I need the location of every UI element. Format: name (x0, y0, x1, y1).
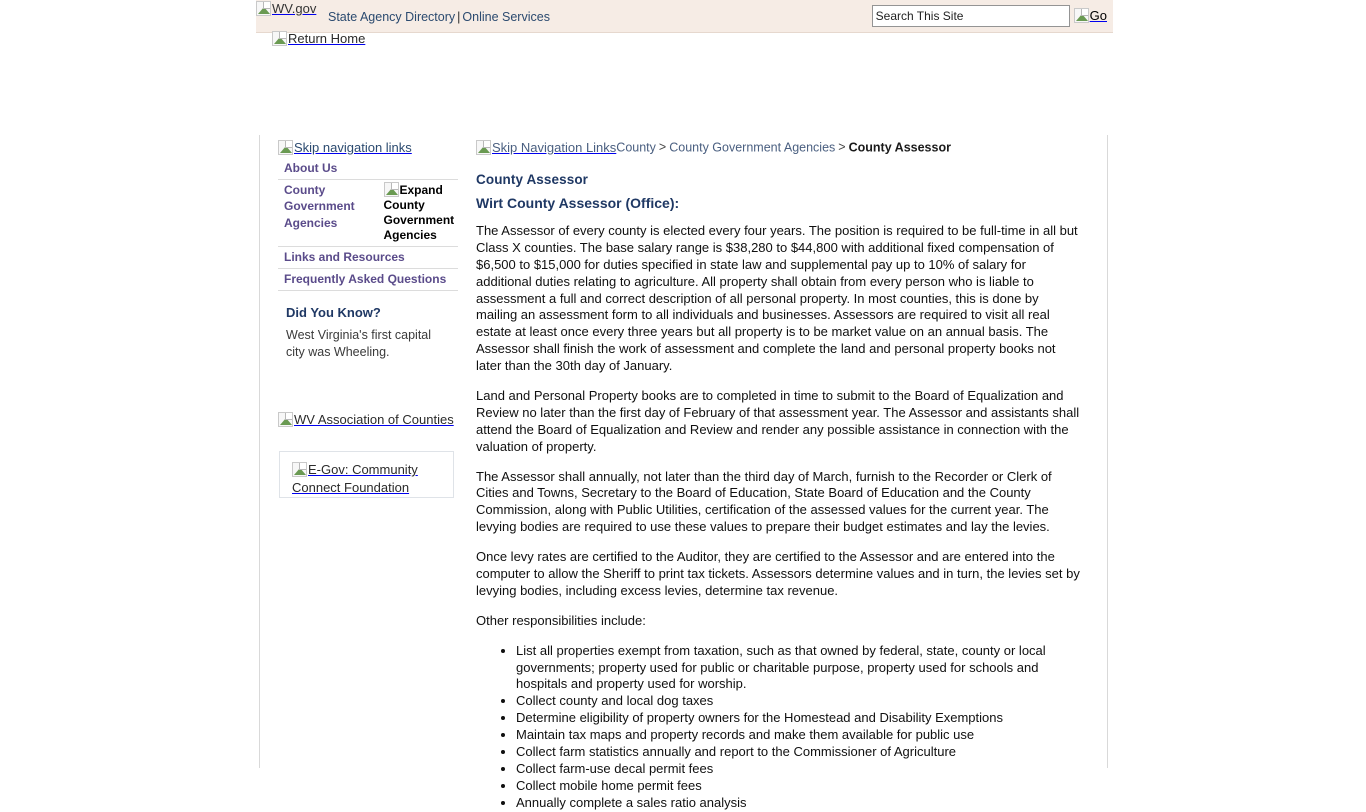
egov-promo-box (279, 451, 454, 498)
wv-association-of-counties-link[interactable] (278, 412, 454, 428)
egov-alt-text: E-Gov: Community Connect Foundation (292, 462, 418, 495)
body-paragraph-3: The Assessor shall annually, not later than the third day of March, furnish to the Recorder or Clerk of Cities and Towns, Secretary to the Board of Education, State Board of Education and the County Commission, along with Public Utilities, certification of the assessed values for the current year. The levying bodies are required to use these values to prepare their budget estimates and lay the levies. (476, 468, 1052, 535)
site-search (872, 5, 1107, 27)
responsibilities-list (476, 643, 1080, 812)
list-item: • Determine eligibility of property owners for the Homestead and Disability Exemptions (516, 710, 1080, 727)
other-responsibilities-intro: Other responsibilities include: (476, 612, 646, 628)
did-you-know-box (278, 305, 458, 361)
body-paragraph-1: The Assessor of every county is elected every four years. The position is required to be full-time in all but Class X counties. The base salary range is $38,280 to $44,800 with additional fixed compensation of $6,500 to $15,000 for duties specified in state law and supplemental pay up to 10% of salary for additional duties relating to agriculture. All property shall obtain from every person who is liable to assessment a full and correct description of all personal property. In most counties, this is done by mailing an assessment form to all individuals and businesses. Assessors are required to visit all real estate at least once every three years but all property is to be market value on an annual basis. The Assessor shall finish the work of assessment and complete the land and personal property books not later than the 30th day of January. (476, 222, 1078, 374)
state-agency-directory-link[interactable]: State Agency Directory (328, 10, 456, 24)
sidebar (278, 140, 458, 361)
body-paragraph-2: Land and Personal Property books are to completed in time to submit to the Board of Equalization and Review no later than the first day of February of that assessment year. The Assessor and assistants shall attend the Board of Equalization and Review and render any possible assistance in connection with the valuation of property. (476, 387, 1080, 454)
sidebar-item-about-us[interactable] (278, 158, 458, 180)
return-home-alt-text: Return Home (288, 31, 366, 46)
breadcrumb-item-county[interactable]: County (616, 140, 656, 155)
online-services-link[interactable]: Online Services (462, 10, 550, 24)
main-content (476, 140, 1080, 812)
list-item: • Maintain tax maps and property records and make them available for public use (516, 727, 1080, 744)
skip-navigation-links-breadcrumb[interactable] (476, 140, 616, 156)
return-home-link[interactable] (272, 31, 365, 47)
broken-image-icon (278, 412, 293, 427)
did-you-know-title: Did You Know? (286, 305, 381, 321)
breadcrumb-separator: > (838, 140, 846, 155)
sidebar-item-links-and-resources[interactable] (278, 247, 458, 269)
egov-community-connect-link[interactable] (292, 461, 447, 496)
expand-alt-text: Expand County Government Agencies (383, 183, 455, 242)
breadcrumb-item-current: County Assessor (848, 140, 951, 155)
did-you-know-text: West Virginia's first capital city was Wheeling. (286, 328, 432, 360)
page-subtitle: Wirt County Assessor (Office): (476, 194, 680, 211)
list-item: • Collect farm statistics annually and report to the Commissioner of Agriculture (516, 744, 1080, 761)
sidebar-item-county-government-agencies[interactable] (278, 180, 458, 247)
search-go-button[interactable] (1074, 8, 1107, 24)
list-item: • Collect mobile home permit fees (516, 778, 1080, 795)
skip-navigation-alt-text: Skip navigation links (294, 140, 412, 155)
list-item: • Annually complete a sales ratio analysis (516, 795, 1080, 812)
sidebar-item-label[interactable]: Frequently Asked Questions (284, 272, 447, 287)
breadcrumb-separator: > (658, 140, 667, 155)
breadcrumb (476, 140, 1080, 156)
expand-icon[interactable] (384, 182, 399, 197)
broken-image-icon (1074, 8, 1089, 23)
sidebar-item-link-cell (284, 182, 384, 231)
wvaco-alt-text: WV Association of Counties (294, 412, 454, 427)
skip-navigation-links[interactable] (278, 140, 458, 156)
expand-icon-wrapper[interactable] (384, 182, 459, 243)
page-title: County Assessor (476, 171, 589, 187)
broken-image-icon (256, 1, 271, 16)
wvgov-logo-alt-text: WV.gov (272, 1, 317, 16)
body-paragraph-4: Once levy rates are certified to the Auditor, they are certified to the Assessor and are entered into the computer to allow the Sheriff to print tax tickets. Assessors determine values and in turn, the levies set by levying bodies, including excess levies, determine tax revenue. (476, 549, 1080, 598)
top-utility-bar (256, 0, 1113, 33)
list-item: • Collect farm-use decal permit fees (516, 761, 1080, 778)
top-links-separator: | (457, 10, 461, 24)
top-nav-links (328, 10, 550, 24)
search-input[interactable] (872, 5, 1070, 27)
go-button-alt-text: Go (1089, 8, 1107, 24)
broken-image-icon (272, 31, 287, 46)
list-item: • Collect county and local dog taxes (516, 693, 1080, 710)
broken-image-icon (292, 462, 307, 477)
sidebar-item-label[interactable]: Links and Resources (284, 249, 405, 264)
list-item: • List all properties exempt from taxation, such as that owned by federal, state, county or local governments; property used for public or charitable purpose, property used for schools and hospitals and property used for worship. (516, 643, 1080, 694)
broken-image-icon (278, 140, 293, 155)
sidebar-item-frequently-asked-questions[interactable] (278, 269, 458, 291)
wvgov-logo-link[interactable] (256, 1, 316, 17)
breadcrumb-item-county-government-agencies[interactable]: County Government Agencies (669, 140, 836, 155)
sidebar-item-label[interactable]: County Government Agencies (284, 183, 355, 230)
sidebar-expand-cell[interactable] (384, 182, 459, 243)
broken-image-icon (476, 140, 491, 155)
breadcrumb-skip-alt-text: Skip Navigation Links (492, 140, 617, 155)
sidebar-item-label[interactable]: About Us (284, 160, 338, 175)
